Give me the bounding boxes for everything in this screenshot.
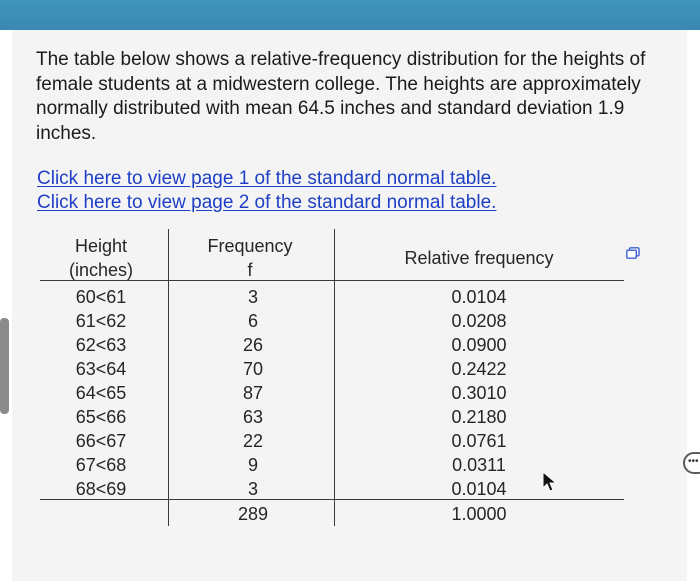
table-row-height: 66<67 [75, 431, 127, 451]
table-row-height: 61<62 [75, 311, 127, 331]
table-row-height: 60<61 [75, 287, 127, 307]
table-row-relative-frequency: 0.2180 [451, 407, 507, 427]
table-row-height: 65<66 [75, 407, 127, 427]
header-height: Height [74, 236, 128, 256]
column-divider [168, 229, 169, 526]
header-frequency-symbol: f [247, 260, 253, 280]
table-row-frequency: 9 [247, 455, 259, 475]
table-row-height: 63<64 [75, 359, 127, 379]
table-row-relative-frequency: 0.0104 [451, 479, 507, 499]
table-row-relative-frequency: 0.0311 [452, 455, 506, 475]
table-row-relative-frequency: 0.3010 [451, 383, 507, 403]
table-row-relative-frequency: 0.0208 [451, 311, 507, 331]
table-row-height: 67<68 [75, 455, 127, 475]
table-row-frequency: 3 [247, 287, 259, 307]
frequency-table [40, 229, 624, 529]
more-options-icon[interactable]: ••• [683, 452, 700, 474]
header-rule [40, 280, 624, 281]
reference-links [37, 167, 496, 215]
standard-normal-table-page-2-link[interactable]: Click here to view page 2 of the standard normal table. [37, 192, 497, 213]
standard-normal-table-page-1-link[interactable]: Click here to view page 1 of the standard normal table. [37, 168, 497, 189]
table-row-frequency: 26 [242, 335, 264, 355]
header-frequency: Frequency [207, 236, 293, 256]
total-relative-frequency: 1.0000 [451, 504, 507, 524]
table-row-height: 64<65 [75, 383, 127, 403]
totals-rule [40, 499, 624, 500]
table-row-frequency: 87 [242, 383, 264, 403]
question-text: The table below shows a relative-frequency distribution for the heights of female students at a midwestern college. The heights are approximately normally distributed with mean 64.5 inches and standard deviation 1.9 inches. [36, 49, 646, 144]
table-row-relative-frequency: 0.0104 [451, 287, 507, 307]
column-divider [334, 229, 335, 526]
side-scroll-handle[interactable] [0, 318, 9, 414]
table-row-height: 62<63 [75, 335, 127, 355]
table-row-frequency: 6 [247, 311, 259, 331]
table-row-frequency: 63 [242, 407, 264, 427]
table-row-relative-frequency: 0.0761 [451, 431, 507, 451]
header-relative-frequency: Relative frequency [404, 248, 554, 268]
table-row-relative-frequency: 0.0900 [451, 335, 507, 355]
table-row-relative-frequency: 0.2422 [451, 359, 507, 379]
table-row-frequency: 70 [242, 359, 264, 379]
table-row-frequency: 3 [247, 479, 259, 499]
table-row-frequency: 22 [242, 431, 264, 451]
copy-table-icon[interactable] [626, 247, 640, 259]
header-height-units: (inches) [68, 260, 134, 280]
mouse-pointer-icon [541, 470, 559, 492]
total-frequency: 289 [237, 504, 269, 524]
top-bar [0, 0, 700, 30]
table-row-height: 68<69 [75, 479, 127, 499]
